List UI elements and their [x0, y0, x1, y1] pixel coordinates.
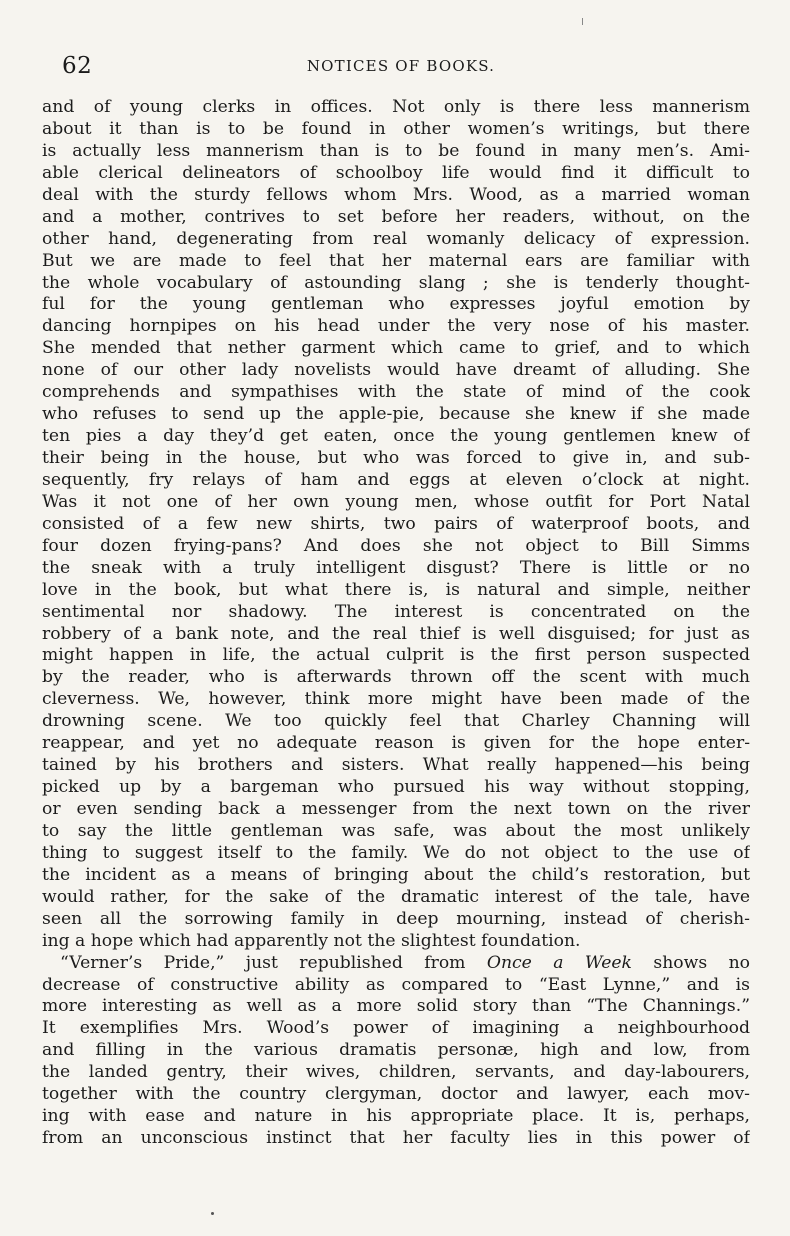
text-line: by the reader, who is afterwards thrown off the scent with much [42, 667, 750, 688]
text-line: able clerical delineators of schoolboy life would find it difficult to [42, 162, 750, 183]
text-line: Was it not one of her own young men, whose outfit for Port Natal [42, 491, 750, 512]
text-line: about it than is to be found in other women’s writings, but there [42, 118, 750, 139]
text-line: ful for the young gentleman who expresses joyful emotion by [42, 294, 750, 315]
text-line: sentimental nor shadowy. The interest is concentrated on the [42, 601, 750, 622]
text-line: and of young clerks in offices. Not only is there less mannerism [42, 97, 750, 117]
text-line: thing to suggest itself to the family. We do not object to the use of [42, 842, 750, 863]
text-line: cleverness. We, however, think more might have been made of the [42, 689, 750, 710]
text-line: the sneak with a truly intelligent disgust? There is little or no [42, 557, 750, 578]
text-line: robbery of a bank note, and the real thief is well disguised; for just as [42, 623, 750, 644]
page-number: 62 [62, 53, 93, 79]
page-header [56, 50, 746, 82]
text-line: drowning scene. We too quickly feel that Charley Channing will [42, 711, 750, 732]
text-line: the incident as a means of bringing about the child’s restoration, but [42, 864, 750, 885]
text-line: It exemplifies Mrs. Wood’s power of imagining a neighbourhood [42, 1018, 750, 1039]
text-line: from an unconscious instinct that her faculty lies in this power of [42, 1128, 750, 1149]
text-line: together with the country clergyman, doctor and lawyer, each mov- [42, 1084, 750, 1105]
text-line: But we are made to feel that her maternal ears are familiar with [42, 250, 750, 271]
text-line: decrease of constructive ability as compared to “East Lynne,” and is [42, 974, 750, 995]
text-line: reappear, and yet no adequate reason is given for the hope enter- [42, 733, 750, 754]
publication-title: Once a Week [486, 952, 632, 973]
text-line: and a mother, contrives to set before her readers, without, on the [42, 206, 750, 227]
text-line: ten pies a day they’d get eaten, once the young gentlemen knew of [42, 426, 750, 447]
print-speck [211, 1212, 214, 1215]
text-line: deal with the sturdy fellows whom Mrs. Wood, as a married woman [42, 184, 750, 205]
text-span: shows no [631, 952, 750, 973]
text-line: picked up by a bargeman who pursued his way without stopping, [42, 777, 750, 798]
text-line: the landed gentry, their wives, children, servants, and day-labourers, [42, 1062, 750, 1083]
body-text [42, 97, 750, 1150]
text-line: other hand, degenerating from real womanly delicacy of expression. [42, 228, 750, 249]
text-line: the whole vocabulary of astounding slang ; she is tenderly thought- [42, 272, 750, 293]
text-line: tained by his brothers and sisters. What really happened—his being [42, 755, 750, 776]
text-line: seen all the sorrowing family in deep mourning, instead of cherish- [42, 908, 750, 929]
running-title: NOTICES OF BOOKS. [306, 57, 496, 75]
text-line: four dozen frying-pans? And does she not object to Bill Simms [42, 535, 750, 556]
text-line: none of our other lady novelists would have dreamt of alluding. She [42, 360, 750, 381]
text-line: ing a hope which had apparently not the slightest foundation. [42, 930, 581, 951]
text-line: who refuses to send up the apple-pie, because she knew if she made [42, 404, 750, 425]
text-line: might happen in life, the actual culprit is the first person suspected [42, 645, 750, 666]
text-line: sequently, fry relays of ham and eggs at eleven o’clock at night. [42, 469, 750, 490]
text-line: would rather, for the sake of the dramatic interest of the tale, have [42, 886, 750, 907]
print-speck [582, 18, 583, 25]
text-line: She mended that nether garment which came to grief, and to which [42, 338, 750, 359]
text-line: ing with ease and nature in his appropriate place. It is, perhaps, [42, 1106, 750, 1127]
text-line: or even sending back a messenger from the next town on the river [42, 799, 750, 819]
text-line: dancing hornpipes on his head under the very nose of his master. [42, 316, 750, 337]
text-line: love in the book, but what there is, is natural and simple, neither [42, 579, 750, 600]
text-line: is actually less mannerism than is to be found in many men’s. Ami- [42, 140, 750, 161]
text-line: their being in the house, but who was forced to give in, and sub- [42, 448, 750, 468]
paragraph-opening-line [42, 953, 750, 975]
text-line: comprehends and sympathises with the state of mind of the cook [42, 382, 750, 403]
text-line: to say the little gentleman was safe, was about the most unlikely [42, 820, 750, 841]
text-line: and filling in the various dramatis personæ, high and low, from [42, 1040, 750, 1061]
text-line: consisted of a few new shirts, two pairs of waterproof boots, and [42, 513, 750, 534]
text-line: more interesting as well as a more solid story than “The Channings.” [42, 996, 750, 1017]
text-span: “Verner’s Pride,” just republished from [60, 952, 487, 973]
